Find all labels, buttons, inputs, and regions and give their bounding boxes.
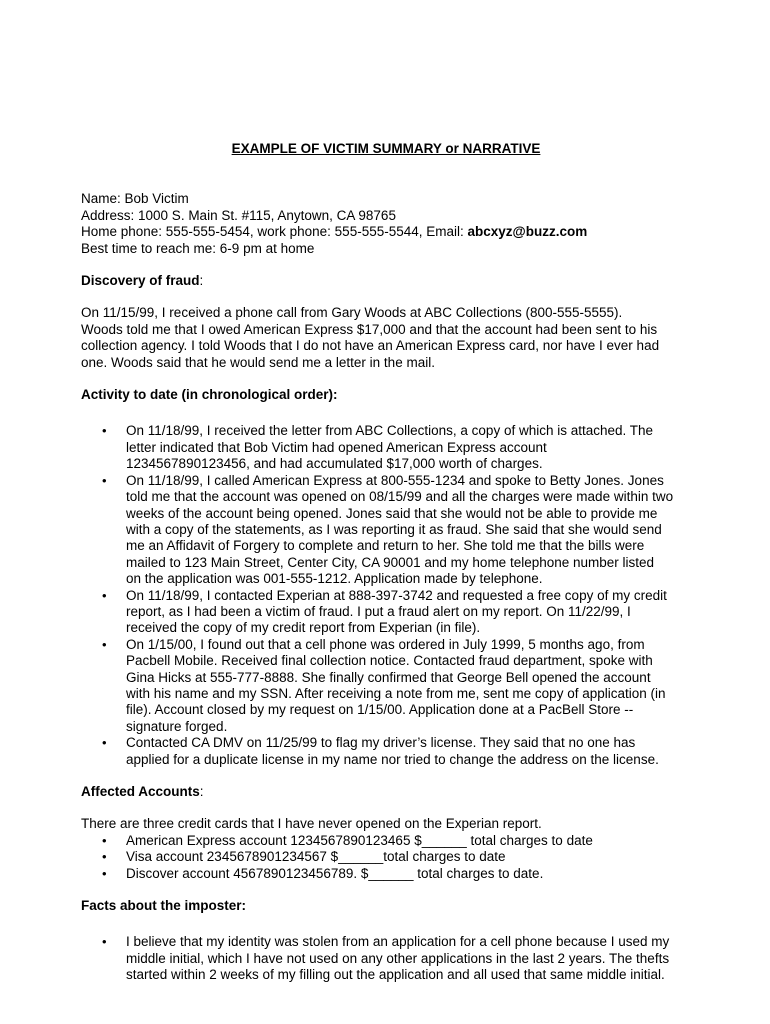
affected-heading-colon: : (199, 784, 204, 799)
list-item (81, 866, 691, 882)
activity-item-line: On 11/18/99, I called American Express at 800-555-1234 and spoke to Betty Jones. Jones (126, 472, 664, 488)
activity-item-line: Contacted CA DMV on 11/25/99 to flag my driver’s license. They said that no one has (126, 735, 636, 751)
affected-list (81, 833, 691, 882)
discovery-heading (81, 273, 691, 289)
activity-item-line: On 1/15/00, I found out that a cell phone was ordered in July 1999, 5 months ago, from (126, 636, 645, 652)
contact-phones (81, 224, 691, 240)
bullet-icon: • (102, 587, 107, 603)
discovery-line: collection agency. I told Woods that I do not have an American Express card, nor have I ever had (81, 338, 660, 354)
discovery-heading-text: Discovery of fraud (81, 273, 200, 289)
list-item (81, 473, 691, 588)
bullet-icon: • (102, 636, 107, 652)
activity-item-line: with his name and my SSN. After receiving a note from me, sent me copy of application (in (126, 685, 666, 701)
bullet-icon: • (102, 423, 107, 439)
affected-heading (81, 784, 691, 800)
list-item (81, 423, 691, 472)
bullet-icon: • (102, 832, 107, 848)
discovery-line: one. Woods said that he would send me a letter in the mail. (81, 354, 435, 370)
activity-item-line: On 11/18/99, I contacted Experian at 888-397-3742 and requested a free copy of my credit (126, 587, 667, 603)
activity-list (81, 423, 691, 768)
list-item (81, 934, 691, 983)
imposter-item-line: middle initial, which I have not used on any other applications in the last 2 years. The thefts (126, 950, 670, 966)
activity-item-line: Pacbell Mobile. Received final collection notice. Contacted fraud department, spoke with (126, 653, 653, 669)
bullet-icon: • (102, 472, 107, 488)
activity-item-line: with a copy of the statements, as I was reporting it as fraud. She said that she would send (126, 521, 662, 537)
activity-heading: Activity to date (in chronological order): (81, 387, 338, 403)
bullet-icon: • (102, 849, 107, 865)
discovery-line: Woods told me that I owed American Express $17,000 and that the account had been sent to his (81, 321, 658, 337)
bullet-icon: • (102, 865, 107, 881)
contact-block (81, 191, 691, 257)
contact-phones-text: Home phone: 555-555-5454, work phone: 555-555-5544, Email: (81, 224, 468, 240)
activity-item-line: applied for a duplicate license in my name nor tried to change the address on the license. (126, 751, 659, 767)
list-item (81, 849, 691, 865)
activity-item-line: file). Account closed by my request on 1/15/00. Application done at a PacBell Store -- (126, 702, 634, 718)
activity-item-line: on the application was 001-555-1212. Application made by telephone. (126, 571, 543, 587)
activity-item-line: me an Affidavit of Forgery to complete and return to her. She told me that the bills were (126, 538, 645, 554)
document-page (81, 141, 691, 984)
contact-best-time: Best time to reach me: 6-9 pm at home (81, 240, 315, 256)
activity-item-line: letter indicated that Bob Victim had opened American Express account (126, 439, 547, 455)
activity-item-line: told me that the account was opened on 08/15/99 and all the charges were made within two (126, 489, 674, 505)
activity-item-line: mailed to 123 Main Street, Center City, CA 90001 and my home telephone number listed (126, 554, 655, 570)
affected-item: Discover account 4567890123456789. $______ total charges to date. (126, 865, 544, 881)
bullet-icon: • (102, 934, 107, 950)
list-item (81, 588, 691, 637)
discovery-line: On 11/15/99, I received a phone call from Gary Woods at ABC Collections (800-555-5555). (81, 305, 623, 321)
contact-email: abcxyz@buzz.com (467, 224, 588, 240)
imposter-item-line: started within 2 weeks of my filling out the application and all used that same middle initial. (126, 967, 665, 983)
list-item (81, 637, 691, 735)
activity-item-line: received the copy of my credit report from Experian (in file). (126, 620, 481, 636)
affected-item: Visa account 2345678901234567 $______total charges to date (126, 849, 506, 865)
activity-item-line: signature forged. (126, 718, 228, 734)
imposter-heading: Facts about the imposter: (81, 898, 247, 914)
imposter-list (81, 934, 691, 983)
affected-intro: There are three credit cards that I have never opened on the Experian report. (81, 816, 542, 832)
affected-heading-text: Affected Accounts (81, 784, 200, 799)
activity-item-line: weeks of the account being opened. Jones said that she would not be able to provide me (126, 505, 658, 521)
imposter-item-line: I believe that my identity was stolen from an application for a cell phone because I used my (126, 934, 670, 950)
contact-name: Name: Bob Victim (81, 191, 189, 207)
list-item (81, 833, 691, 849)
contact-address: Address: 1000 S. Main St. #115, Anytown, CA 98765 (81, 207, 396, 223)
activity-item-line: 1234567890123456, and had accumulated $17,000 worth of charges. (126, 456, 543, 472)
affected-item: American Express account 1234567890123465 $______ total charges to date (126, 832, 593, 848)
discovery-heading-colon: : (199, 273, 204, 289)
list-item (81, 735, 691, 768)
document-title: EXAMPLE OF VICTIM SUMMARY or NARRATIVE (231, 141, 541, 156)
activity-item-line: On 11/18/99, I received the letter from ABC Collections, a copy of which is attached. The (126, 423, 654, 439)
bullet-icon: • (102, 735, 107, 751)
activity-item-line: Gina Hicks at 555-777-8888. She finally confirmed that George Bell opened the account (126, 669, 651, 685)
discovery-paragraph (81, 305, 691, 371)
activity-item-line: report, as I had been a victim of fraud. I put a fraud alert on my report. On 11/22/99, I (126, 603, 631, 619)
